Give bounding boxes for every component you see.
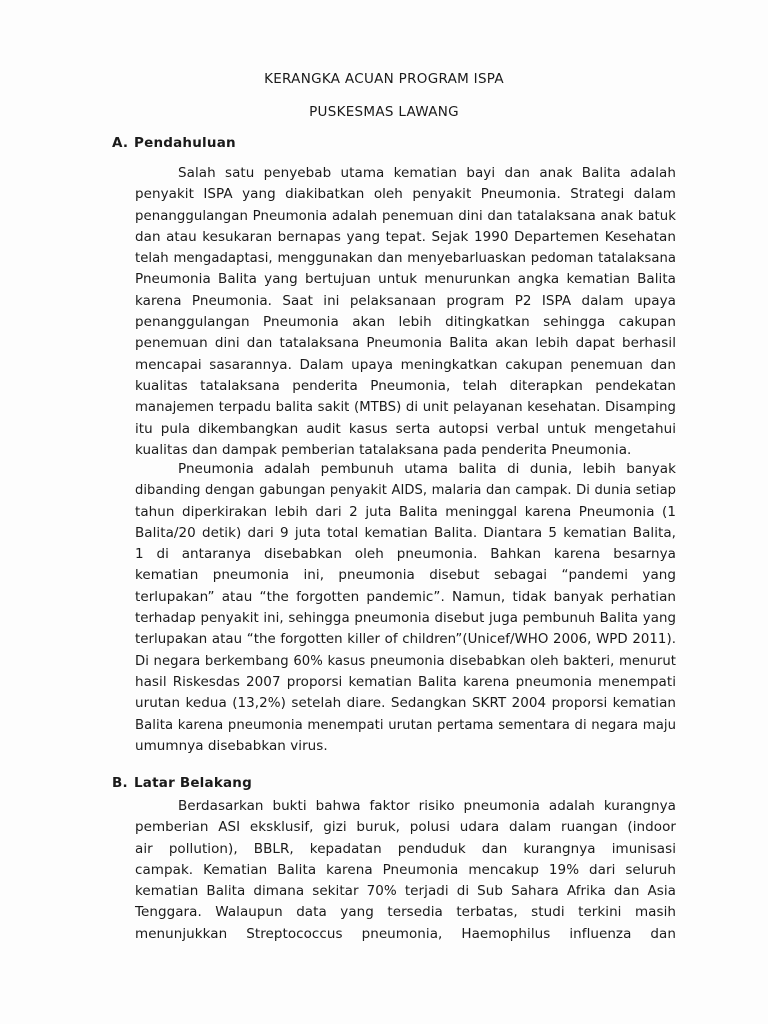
paragraph-pendahuluan-2 (135, 459, 676, 757)
section-letter: B. (112, 775, 128, 791)
paragraph-line: penanggulangan Pneumonia adalah penemuan dini dan tatalaksana anak batuk (135, 208, 676, 224)
paragraph-line: Pneumonia adalah pembunuh utama balita di dunia, lebih banyak (178, 461, 676, 477)
paragraph-line: umumnya disebabkan virus. (135, 737, 328, 754)
paragraph-line: Di negara berkembang 60% kasus pneumonia disebabkan oleh bakteri, menurut (135, 653, 676, 669)
paragraph-line: karena Pneumonia. Saat ini pelaksanaan program P2 ISPA dalam upaya (135, 292, 676, 309)
paragraph-pendahuluan-1 (135, 163, 676, 461)
paragraph-line: Berdasarkan bukti bahwa faktor risiko pneumonia adalah kurangnya (178, 798, 676, 814)
paragraph-line: dibanding dengan gabungan penyakit AIDS, malaria dan campak. Di dunia setiap (135, 483, 676, 499)
paragraph-line: terlupakan atau “the forgotten killer of children”(Unicef/WHO 2006, WPD 2011). (135, 632, 676, 648)
paragraph-line: Tenggara. Walaupun data yang tersedia terbatas, studi terkini masih (135, 904, 676, 921)
section-letter: A. (112, 135, 129, 151)
section-heading-latar-belakang (112, 775, 252, 791)
paragraph-line: dan atau kesukaran bernapas yang tepat. Sejak 1990 Departemen Kesehatan (135, 228, 676, 245)
paragraph-latar-belakang-1 (135, 796, 676, 945)
paragraph-line: menunjukkan Streptococcus pneumonia, Haemophilus influenza dan (135, 925, 676, 942)
section-title: Latar Belakang (134, 775, 252, 791)
paragraph-line: itu pula dikembangkan audit kasus serta autopsi verbal untuk mengetahui (135, 420, 676, 437)
paragraph-line: manajemen terpadu balita sakit (MTBS) di unit pelayanan kesehatan. Disamping (135, 400, 676, 416)
section-heading-pendahuluan (112, 135, 236, 151)
paragraph-line: kematian pneumonia ini, pneumonia disebut sebagai “pandemi yang (135, 567, 676, 584)
paragraph-line: penemuan dini dan tatalaksana Pneumonia Balita akan lebih dapat berhasil (135, 335, 676, 352)
paragraph-line: hasil Riskesdas 2007 proporsi kematian Balita karena pneumonia menempati (135, 673, 676, 690)
paragraph-line: terlupakan” atau “the forgotten pandemic”. Namun, tidak banyak perhatian (135, 588, 676, 605)
paragraph-line: pemberian ASI eksklusif, gizi buruk, polusi udara dalam ruangan (indoor (135, 819, 676, 836)
paragraph-line: urutan kedua (13,2%) setelah diare. Sedangkan SKRT 2004 proporsi kematian (135, 695, 676, 712)
paragraph-line: mencapai sasarannya. Dalam upaya meningkatkan cakupan penemuan dan (135, 356, 676, 373)
paragraph-line: Balita karena pneumonia menempati urutan pertama sementara di negara maju (135, 717, 676, 733)
document-subtitle: PUSKESMAS LAWANG (309, 104, 459, 120)
paragraph-line: 1 di antaranya disebabkan oleh pneumonia. Bahkan karena besarnya (135, 546, 676, 563)
paragraph-line: Balita/20 detik) dari 9 juta total kematian Balita. Diantara 5 kematian Balita, (135, 524, 676, 541)
paragraph-line: kualitas tatalaksana penderita Pneumonia, telah diterapkan pendekatan (135, 377, 676, 394)
paragraph-line: campak. Kematian Balita karena Pneumonia mencakup 19% dari seluruh (135, 861, 676, 878)
document-title: KERANGKA ACUAN PROGRAM ISPA (264, 71, 504, 87)
paragraph-line: kematian Balita dimana sekitar 70% terjadi di Sub Sahara Afrika dan Asia (135, 883, 676, 900)
paragraph-line: terhadap penyakit ini, sehingga pneumonia disebut juga pembunuh Balita yang (135, 611, 676, 627)
section-title: Pendahuluan (134, 135, 236, 151)
paragraph-line: air pollution), BBLR, kepadatan penduduk dan kurangnya imunisasi (135, 840, 676, 857)
paragraph-line: penanggulangan Pneumonia akan lebih ditingkatkan sehingga cakupan (135, 314, 676, 331)
paragraph-line: penyakit ISPA yang diakibatkan oleh penyakit Pneumonia. Strategi dalam (135, 186, 676, 203)
paragraph-line: tahun diperkirakan lebih dari 2 juta Balita meninggal karena Pneumonia (1 (135, 503, 676, 520)
paragraph-line: Salah satu penyebab utama kematian bayi dan anak Balita adalah (178, 165, 676, 181)
paragraph-line: telah mengadaptasi, menggunakan dan menyebarluaskan pedoman tatalaksana (135, 251, 676, 267)
paragraph-line: kualitas dan dampak pemberian tatalaksana pada penderita Pneumonia. (135, 441, 632, 458)
paragraph-line: Pneumonia Balita yang bertujuan untuk menurunkan angka kematian Balita (135, 271, 676, 288)
